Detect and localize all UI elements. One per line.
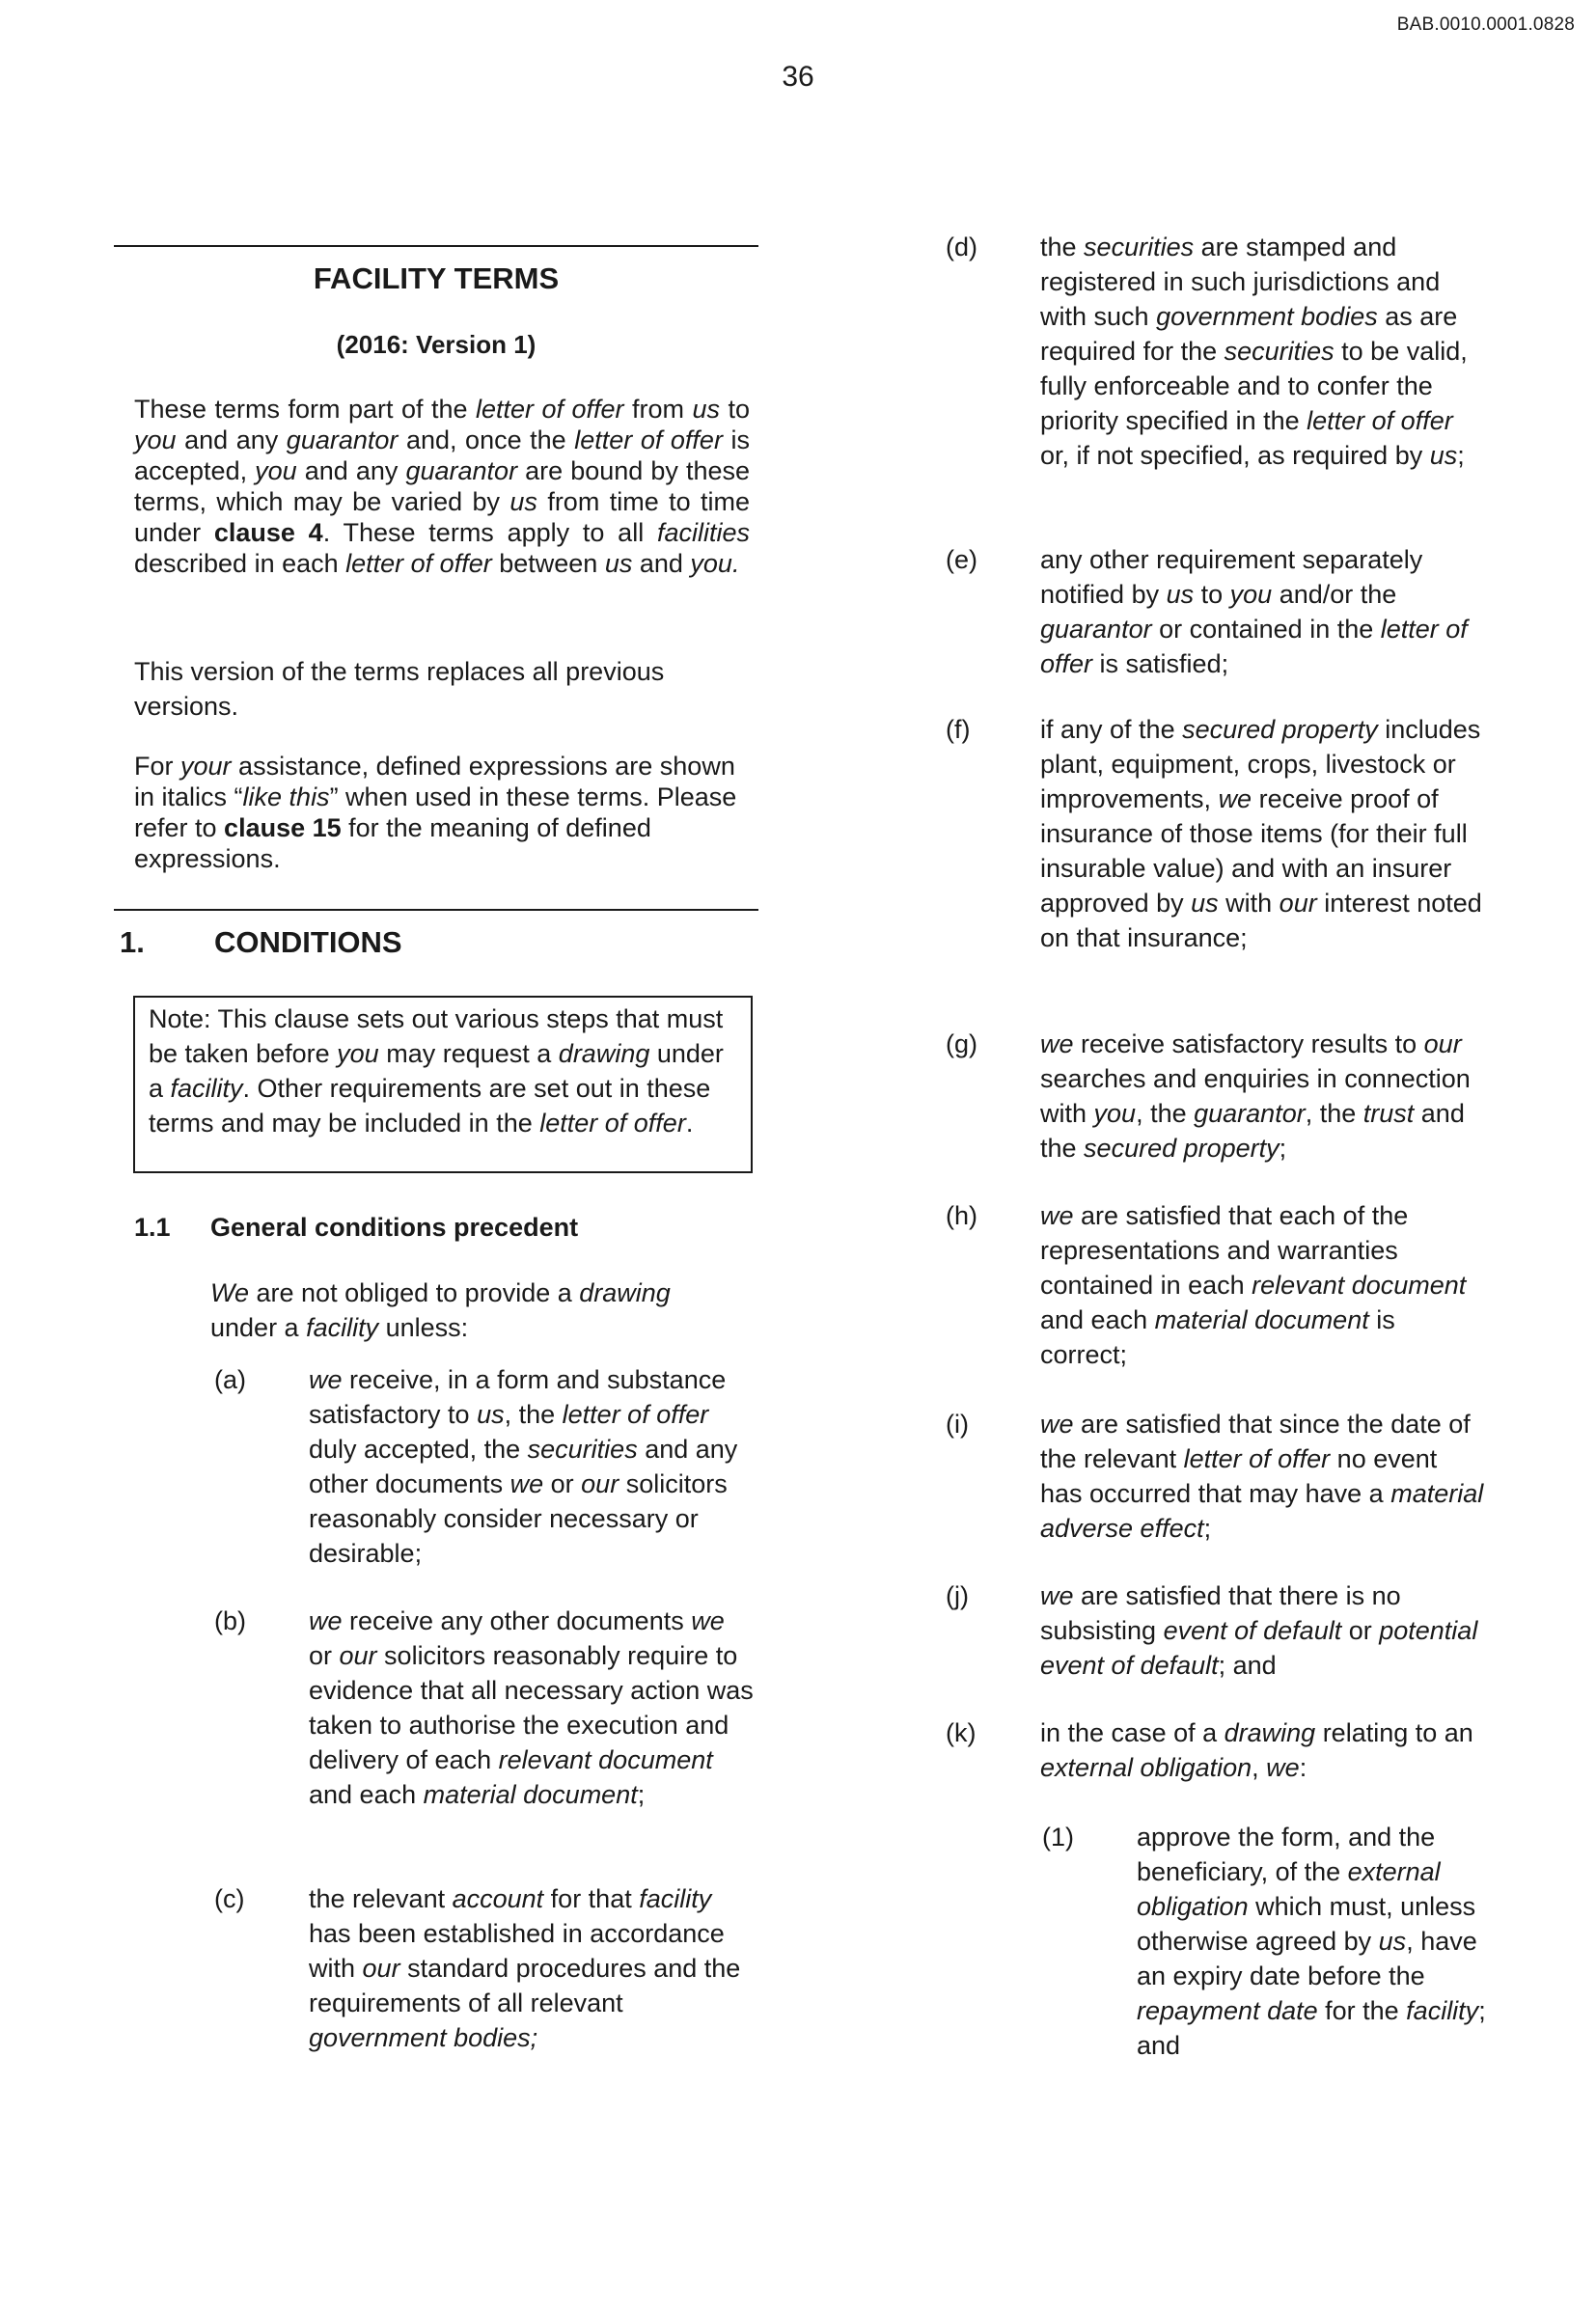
- text-run: described in each: [134, 549, 346, 578]
- text-run: secured property: [1182, 715, 1378, 744]
- text-run: letter of offer: [345, 549, 492, 578]
- text-run: we: [1040, 1410, 1074, 1439]
- text-run: is correct;: [1040, 1305, 1395, 1369]
- text-run: you.: [690, 549, 740, 578]
- section-rule: [114, 909, 758, 911]
- text-run: us: [1429, 441, 1458, 470]
- text-run: your: [180, 752, 232, 781]
- subsection-title: General conditions precedent: [210, 1213, 579, 1242]
- text-run: trust: [1362, 1099, 1415, 1128]
- text-run: potential event of default: [1040, 1616, 1478, 1680]
- text-run: securities: [1224, 337, 1335, 366]
- page-number: 36: [782, 61, 814, 93]
- text-run: and any: [176, 425, 287, 454]
- top-rule-left: [114, 245, 758, 247]
- text-run: are bound by these terms, which may be varied by: [134, 456, 750, 516]
- item-text-k: [1040, 1715, 1484, 1785]
- text-run: account: [452, 1884, 544, 1913]
- text-run: ;: [1203, 1514, 1212, 1543]
- text-run: may request a: [378, 1039, 559, 1068]
- item-label-b: (b): [214, 1606, 246, 1635]
- heading-version: (2016: Version 1): [336, 330, 537, 359]
- text-run: as are required for the: [1040, 302, 1458, 366]
- text-run: ; and: [1218, 1651, 1277, 1680]
- text-run: ;: [1279, 1134, 1287, 1163]
- text-run: our: [1279, 889, 1317, 918]
- text-run: for the meaning of defined expressions.: [134, 813, 651, 873]
- item-text-i: [1040, 1407, 1484, 1546]
- text-run: our: [1423, 1029, 1462, 1058]
- text-run: external obligation: [1040, 1753, 1252, 1782]
- text-run: we: [691, 1606, 725, 1635]
- text-run: and each: [1040, 1305, 1155, 1334]
- text-run: . These terms apply to all: [322, 518, 657, 547]
- heading-title: FACILITY TERMS: [313, 261, 560, 295]
- text-run: event of default: [1163, 1616, 1342, 1645]
- text-run: and any: [296, 456, 406, 485]
- text-run: letter of offer: [1040, 615, 1468, 678]
- text-run: if any of the: [1040, 715, 1183, 744]
- text-run: ” when used in these terms. Please refer to: [134, 782, 737, 842]
- text-run: you: [1093, 1099, 1137, 1128]
- text-run: government bodies;: [309, 2023, 538, 2052]
- text-run: we: [1040, 1581, 1074, 1610]
- text-run: material document: [1154, 1305, 1369, 1334]
- text-run: guarantor: [1040, 615, 1152, 644]
- text-run: receive any other documents: [342, 1606, 692, 1635]
- text-run: material document: [423, 1780, 638, 1809]
- text-run: we: [1040, 1201, 1074, 1230]
- text-run: you: [337, 1039, 379, 1068]
- item-text-c: [309, 1881, 755, 2055]
- text-run: . Other requirements are set out in these terms and may be included in the: [149, 1074, 711, 1138]
- intro-paragraph-3: [134, 751, 752, 874]
- text-run: to: [1194, 580, 1230, 609]
- text-run: repayment date: [1137, 1996, 1318, 2025]
- text-run: These terms form part of the: [134, 395, 476, 424]
- text-run: no event has occurred that may have a: [1040, 1444, 1438, 1508]
- text-run: ;: [637, 1780, 646, 1809]
- text-run: are not obliged to provide a: [249, 1278, 580, 1307]
- text-run: and: [632, 549, 691, 578]
- text-run: material adverse effect: [1040, 1479, 1484, 1543]
- text-run: relating to an: [1315, 1718, 1473, 1747]
- text-run: clause 4: [213, 518, 323, 547]
- text-run: relevant document: [1252, 1271, 1467, 1300]
- text-run: solicitors reasonably consider necessary or desirable;: [309, 1469, 728, 1568]
- text-run: to: [719, 395, 750, 424]
- text-run: letter of offer: [1307, 406, 1453, 435]
- item-label-c: (c): [214, 1884, 245, 1913]
- text-run: letter of offer: [539, 1109, 686, 1138]
- text-run: approve the form, and the beneficiary, of the: [1137, 1823, 1436, 1886]
- text-run: , the: [504, 1400, 563, 1429]
- intro-paragraph-2: [134, 654, 713, 724]
- text-run: letter of offer: [475, 395, 624, 424]
- text-run: our: [581, 1469, 619, 1498]
- text-run: clause 15: [224, 813, 342, 842]
- text-run: we: [1266, 1753, 1300, 1782]
- text-run: For: [134, 752, 181, 781]
- text-run: facility: [639, 1884, 712, 1913]
- text-run: are stamped and registered in such jurisdictions and with such: [1040, 233, 1441, 331]
- text-run: letter of offer: [1183, 1444, 1331, 1473]
- item-label-f: (f): [946, 715, 971, 744]
- text-run: or contained in the: [1151, 615, 1381, 644]
- text-run: we: [309, 1365, 343, 1394]
- item-text-g: [1040, 1027, 1484, 1166]
- text-run: drawing: [558, 1039, 650, 1068]
- text-run: or: [1341, 1616, 1380, 1645]
- text-run: duly accepted, the: [309, 1435, 528, 1464]
- text-run: and, once the: [398, 425, 575, 454]
- text-run: you: [1229, 580, 1273, 609]
- text-run: facility: [1406, 1996, 1479, 2025]
- text-run: from: [623, 395, 693, 424]
- text-run: are satisfied that since the date of the relevant: [1040, 1410, 1471, 1473]
- item-text-e: [1040, 542, 1484, 681]
- intro-paragraph-1: [134, 394, 750, 579]
- text-run: unless:: [378, 1313, 469, 1342]
- text-run: the relevant: [309, 1884, 453, 1913]
- document-id: BAB.0010.0001.0828: [1396, 14, 1575, 35]
- text-run: letter of offer: [574, 425, 723, 454]
- item-label-k: (k): [946, 1718, 977, 1747]
- text-run: and each: [309, 1780, 424, 1809]
- text-run: Note: This clause sets out various steps that must be taken before: [149, 1004, 724, 1068]
- section-title: CONDITIONS: [214, 925, 402, 959]
- item-label-i: (i): [946, 1410, 969, 1439]
- text-run: under a: [149, 1039, 724, 1103]
- text-run: guarantor: [1194, 1099, 1306, 1128]
- note-text: [149, 1001, 739, 1140]
- item-text-d: [1040, 230, 1484, 473]
- text-run: , have an expiry date before the: [1137, 1927, 1477, 1990]
- subsection-number: 1.1: [134, 1213, 171, 1242]
- item-text-b: [309, 1604, 755, 1812]
- text-run: between: [491, 549, 605, 578]
- text-run: the: [1040, 233, 1085, 261]
- text-run: us: [509, 487, 537, 516]
- text-run: ,: [1252, 1753, 1267, 1782]
- text-run: we: [1218, 784, 1252, 813]
- text-run: drawing: [579, 1278, 671, 1307]
- text-run: ;: [1457, 441, 1465, 470]
- text-run: or: [543, 1469, 582, 1498]
- text-run: or, if not specified, as required by: [1040, 441, 1430, 470]
- text-run: has been established in accordance with: [309, 1919, 725, 1983]
- text-run: searches and enquiries in connection with: [1040, 1064, 1471, 1128]
- text-run: us: [604, 549, 633, 578]
- text-run: our: [339, 1641, 377, 1670]
- text-run: external obligation: [1137, 1857, 1441, 1921]
- text-run: us: [692, 395, 720, 424]
- text-run: letter of offer: [562, 1400, 709, 1429]
- text-run: under a: [210, 1313, 307, 1342]
- item-text-a: [309, 1362, 755, 1571]
- text-run: we: [1040, 1029, 1074, 1058]
- text-run: secured property: [1084, 1134, 1280, 1163]
- text-run: and any other documents: [309, 1435, 738, 1498]
- text-run: we: [309, 1606, 343, 1635]
- text-run: like this: [242, 782, 330, 811]
- item-text-h: [1040, 1198, 1484, 1372]
- text-run: in the case of a: [1040, 1718, 1225, 1747]
- text-run: facilities: [656, 518, 751, 547]
- item-label-j: (j): [946, 1581, 969, 1610]
- text-run: , the: [1305, 1099, 1363, 1128]
- text-run: is accepted,: [134, 425, 750, 485]
- subsection-lead: [210, 1275, 712, 1345]
- text-run: or: [309, 1641, 340, 1670]
- text-run: from time to time under: [134, 487, 750, 547]
- text-run: are satisfied that there is no subsisting: [1040, 1581, 1401, 1645]
- text-run: facility: [170, 1074, 243, 1103]
- text-run: you: [255, 456, 297, 485]
- item-label-d: (d): [946, 233, 977, 261]
- item-text-f: [1040, 712, 1484, 955]
- section-number: 1.: [120, 925, 145, 959]
- text-run: us: [1166, 580, 1195, 609]
- text-run: :: [1299, 1753, 1307, 1782]
- text-run: any other requirement separately notified by: [1040, 545, 1423, 609]
- text-run: securities: [527, 1435, 638, 1464]
- text-run: government bodies: [1156, 302, 1378, 331]
- text-run: us: [477, 1400, 505, 1429]
- text-run: and/or the: [1272, 580, 1397, 609]
- text-run: We: [210, 1278, 250, 1307]
- text-run: guarantor: [405, 456, 518, 485]
- text-run: This version of the terms replaces all previous versions.: [134, 657, 665, 721]
- text-run: guarantor: [286, 425, 399, 454]
- text-run: which must, unless otherwise agreed by: [1137, 1892, 1476, 1956]
- text-run: assistance, defined expressions are shown in italics “: [134, 752, 735, 811]
- item-label-e: (e): [946, 545, 977, 574]
- text-run: receive proof of insurance of those items (for their full insurable value) and with an insurer approved by: [1040, 784, 1468, 918]
- text-run: with: [1218, 889, 1280, 918]
- text-run: and the: [1040, 1099, 1465, 1163]
- text-run: our: [362, 1954, 400, 1983]
- text-run: us: [1378, 1927, 1407, 1956]
- text-run: facility: [306, 1313, 379, 1342]
- text-run: .: [685, 1109, 694, 1138]
- item-label-a: (a): [214, 1365, 246, 1394]
- text-run: securities: [1084, 233, 1195, 261]
- text-run: is satisfied;: [1092, 649, 1229, 678]
- text-run: , the: [1136, 1099, 1195, 1128]
- text-run: are satisfied that each of the representations and warranties contained in each: [1040, 1201, 1409, 1300]
- text-run: standard procedures and the requirements of all relevant: [309, 1954, 741, 2017]
- subitem-label-1: (1): [1042, 1823, 1074, 1851]
- note-box: [133, 996, 753, 1173]
- item-label-h: (h): [946, 1201, 977, 1230]
- text-run: us: [1191, 889, 1219, 918]
- item-text-j: [1040, 1578, 1484, 1683]
- item-label-g: (g): [946, 1029, 977, 1058]
- text-run: receive, in a form and substance satisfactory to: [309, 1365, 727, 1429]
- text-run: to be valid, fully enforceable and to confer the priority specified in the: [1040, 337, 1468, 435]
- text-run: includes plant, equipment, crops, livestock or improvements,: [1040, 715, 1481, 813]
- text-run: ; and: [1137, 1996, 1486, 2060]
- text-run: relevant document: [498, 1745, 713, 1774]
- text-run: drawing: [1224, 1718, 1316, 1747]
- text-run: you: [134, 425, 177, 454]
- text-run: receive satisfactory results to: [1073, 1029, 1424, 1058]
- text-run: solicitors reasonably require to evidence that all necessary action was taken to authorise the execution and delivery of each: [309, 1641, 754, 1774]
- text-run: interest noted on that insurance;: [1040, 889, 1482, 952]
- text-run: we: [509, 1469, 544, 1498]
- text-run: for the: [1317, 1996, 1407, 2025]
- text-run: for that: [543, 1884, 640, 1913]
- subitem-text-1: [1137, 1820, 1494, 2063]
